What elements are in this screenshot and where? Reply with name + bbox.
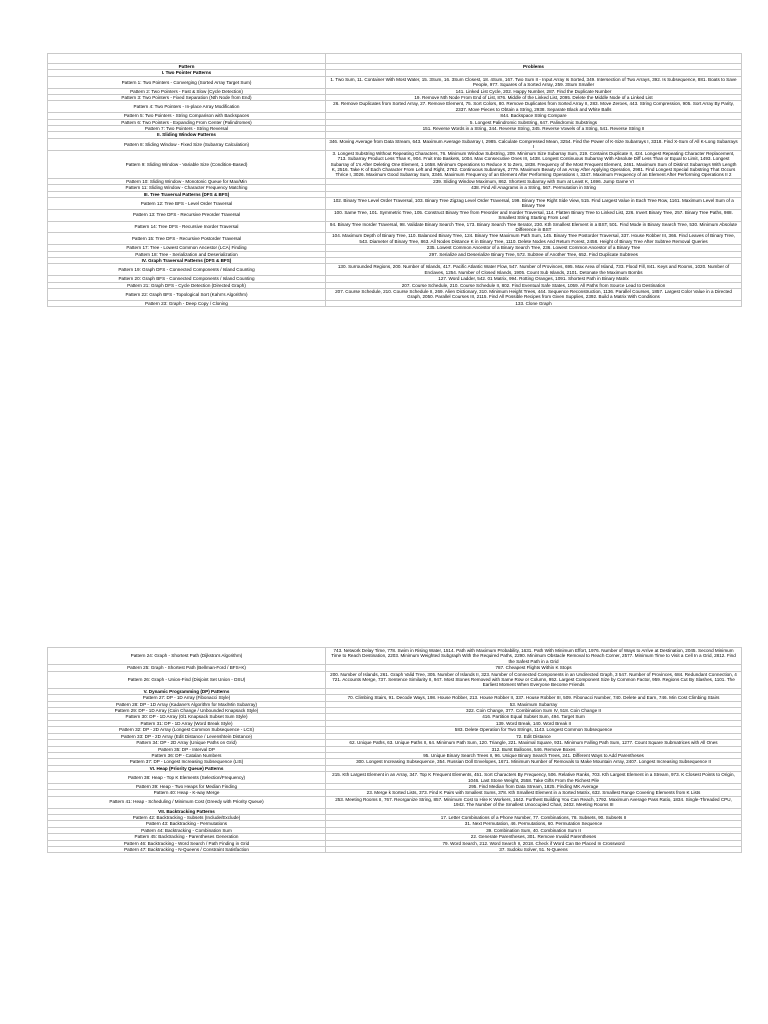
table-row bbox=[48, 648, 742, 665]
pattern-cell: Pattern 30: DP - 1D Array (0/1 Knapsack Subset Sum Style) bbox=[48, 714, 326, 720]
problems-cell: 130. Surrounded Regions, 200. Number of Islands, 417. Pacific Atlantic Water Flow, 547. Number of Provinces, 695. Max Area of Island, 733. Flood Fill, 841. Keys and Rooms, 1020. Number of Enclaves, 1254. Number of Closed Islands, 1905. Count Sub Islands, 2101. Detonate the Maximum Bombs bbox=[326, 264, 742, 276]
pattern-cell: Pattern 25: Graph - Shortest Path (Bellman-Ford / BFS+K) bbox=[48, 665, 326, 671]
table-row bbox=[48, 138, 742, 150]
table-row bbox=[48, 847, 742, 853]
section-title: III. Tree Traversal Patterns (DFS & BFS) bbox=[48, 191, 326, 197]
problems-cell: 94. Binary Tree Inorder Traversal, 98. Validate Binary Search Tree, 173. Binary Search Tree Iterator, 230. Kth Smallest Element in a BST, 501. Find Mode in Binary Search Tree, 530. Minimum Absolute Difference in BST bbox=[326, 221, 742, 233]
patterns-table-page-2 bbox=[47, 647, 742, 853]
problems-cell: 26. Remove Duplicates from Sorted Array, 27. Remove Element, 75. Sort Colors, 80. Remove Duplicates from Sorted Array II, 283. Move Zeroes, 443. String Compression, 905. Sort Array By Parity, 2337. Move Pieces to Obtain a String, 2938. Separate Black and White Balls bbox=[326, 101, 742, 113]
table-row bbox=[48, 772, 742, 784]
problems-cell: 346. Moving Average from Data Stream, 643. Maximum Average Subarray I, 2985. Calculate Compressed Mean, 3254. Find the Power of K-Size Subarrays I, 3318. Find X-Sum of All K-Long Subarrays I bbox=[326, 138, 742, 150]
table-row bbox=[48, 759, 742, 765]
problems-cell: 72. Edit Distance bbox=[326, 733, 742, 739]
problems-cell: 39. Combination Sum, 40. Combination Sum II bbox=[326, 827, 742, 833]
pattern-cell: Pattern 28: DP - 1D Array (Kadane's Algorithm for Max/Min Subarray) bbox=[48, 701, 326, 707]
pattern-cell: Pattern 44: Backtracking - Combination Sum bbox=[48, 827, 326, 833]
pattern-cell: Pattern 37: DP - Longest Increasing Subsequence (LIS) bbox=[48, 759, 326, 765]
problems-cell: 583. Delete Operation for Two Strings, 1143. Longest Common Subsequence bbox=[326, 727, 742, 733]
pattern-cell: Pattern 5: Two Pointers - String Comparison with Backspaces bbox=[48, 113, 326, 119]
problems-cell: 200. Number of Islands, 261. Graph Valid Tree, 305. Number of Islands II, 323. Number of Connected Components in an Undirected Graph, 3 547. Number of Provinces, 684. Redundant Connection, 4 721. Accounts Merge, 737. Sentence Similarity II, 947. Most Stones Removed with Same Row or Column, 952. Largest Component Size by Common Factor, 959. Regions Cut By Slashes, 1101. The Earliest Moment When Everyone Become Friends bbox=[326, 671, 742, 688]
problems-cell: 295. Find Median from Data Stream, 1825. Finding MK Average bbox=[326, 783, 742, 789]
problems-cell: 787. Cheapest Flights Within K Stops bbox=[326, 665, 742, 671]
problems-cell: 37. Sudoku Solver, 51. N-Queens bbox=[326, 847, 742, 853]
pattern-cell: Pattern 35: DP - Interval DP bbox=[48, 746, 326, 752]
problems-cell: 253. Meeting Rooms II, 767. Reorganize String, 857. Minimum Cost to Hire K Workers, 1642. Furthest Building You Can Reach, 1792. Maximum Average Pass Ratio, 1834. Single-Threaded CPU, 1942. The Number of the Smallest Unoccupied Chair, 2402. Meeting Rooms III bbox=[326, 796, 742, 808]
patterns-table-body bbox=[48, 648, 742, 853]
pattern-cell: Pattern 38: Heap - Top K Elements (Selection/Frequency) bbox=[48, 772, 326, 784]
pattern-cell: Pattern 45: Backtracking - Parentheses Generation bbox=[48, 834, 326, 840]
problems-cell: 215. Kth Largest Element in an Array, 347. Top K Frequent Elements, 451. Sort Characters By Frequency, 506. Relative Ranks, 703. Kth Largest Element in a Stream, 973. K Closest Points to Origin, 1046. Last Stone Weight, 2558. Take Gifts From the Richest Pile bbox=[326, 772, 742, 784]
pattern-cell: Pattern 23: Graph - Deep Copy / Cloning bbox=[48, 300, 326, 306]
problems-cell: 102. Binary Tree Level Order Traversal, 103. Binary Tree Zigzag Level Order Traversal, 199. Binary Tree Right Side View, 515. Find Largest Value in Each Tree Row, 1161. Maximum Level Sum of a Binary Tree bbox=[326, 197, 742, 209]
pattern-cell: Pattern 18: Tree - Serialization and Deserialization bbox=[48, 251, 326, 257]
problems-cell: 844. Backspace String Compare bbox=[326, 113, 742, 119]
pattern-cell: Pattern 46: Backtracking - Word Search / Path Finding in Grid bbox=[48, 840, 326, 846]
pattern-cell: Pattern 22: Graph BFS - Topological Sort (Kahn's Algorithm) bbox=[48, 289, 326, 301]
pattern-cell: Pattern 8: Sliding Window - Fixed Size (Subarray Calculation) bbox=[48, 138, 326, 150]
problems-cell: 207. Course Schedule, 210. Course Schedule II, 802. Find Eventual Safe States, 1059. All Paths from Source Lead to Destination bbox=[326, 282, 742, 288]
section-title: IV. Graph Traversal Patterns (DFS & BFS) bbox=[48, 258, 326, 264]
problems-cell: 133. Clone Graph bbox=[326, 300, 742, 306]
problems-cell: 207. Course Schedule, 210. Course Schedule II, 269. Alien Dictionary, 310. Minimum Height Trees, 444. Sequence Reconstruction, 1136. Parallel Courses, 1857. Largest Color Value in a Directed Graph, 2050. Parallel Courses III, 2115. Find All Possible Recipes from Given Supplies, 2392. Build a Matrix With Conditions bbox=[326, 289, 742, 301]
problems-cell: 141. Linked List Cycle, 202. Happy Number, 287. Find the Duplicate Number bbox=[326, 88, 742, 94]
problems-cell: 104. Maximum Depth of Binary Tree, 110. Balanced Binary Tree, 124. Binary Tree Maximum Path Sum, 145. Binary Tree Postorder Traversal, 337. House Robber III, 366. Find Leaves of Binary Tree, 543. Diameter of Binary Tree, 863. All Nodes Distance K in Binary Tree, 1110. Delete Nodes And Return Forest, 2458. Height of Binary Tree After Subtree Removal Queries bbox=[326, 233, 742, 245]
pattern-cell: Pattern 26: Graph - Union-Find (Disjoint Set Union - DSU) bbox=[48, 671, 326, 688]
pattern-cell: Pattern 14: Tree DFS - Recursive Inorder Traversal bbox=[48, 221, 326, 233]
table-row bbox=[48, 101, 742, 113]
pattern-cell: Pattern 31: DP - 1D Array (Word Break Style) bbox=[48, 720, 326, 726]
problems-cell: 300. Longest Increasing Subsequence, 354. Russian Doll Envelopes, 1671. Minimum Number of Removals to Make Mountain Array, 2407. Longest Increasing Subsequence II bbox=[326, 759, 742, 765]
pattern-cell: Pattern 12: Tree BFS - Level Order Traversal bbox=[48, 197, 326, 209]
problems-cell: 62. Unique Paths, 63. Unique Paths II, 64. Minimum Path Sum, 120. Triangle, 221. Maximal Square, 931. Minimum Falling Path Sum, 1277. Count Square Submatrices with All Ones bbox=[326, 740, 742, 746]
table-row bbox=[48, 695, 742, 701]
blank-row bbox=[48, 54, 742, 64]
empty-cell bbox=[326, 54, 742, 64]
pattern-cell: Pattern 43: Backtracking - Permutations bbox=[48, 821, 326, 827]
pattern-cell: Pattern 7: Two Pointers - String Reversal bbox=[48, 126, 326, 132]
pattern-cell: Pattern 40: Heap - K-way Merge bbox=[48, 790, 326, 796]
problems-cell: 297. Serialize and Deserialize Binary Tree, 572. Subtree of Another Tree, 652. Find Duplicate Subtrees bbox=[326, 251, 742, 257]
problems-cell: 127. Word Ladder, 542. 01 Matrix, 994. Rotting Oranges, 1091. Shortest Path in Binary Matrix bbox=[326, 276, 742, 282]
section-title: VII. Backtracking Patterns bbox=[48, 808, 326, 814]
problems-cell: 139. Word Break, 140. Word Break II bbox=[326, 720, 742, 726]
pattern-cell: Pattern 15: Tree DFS - Recursive Postorder Traversal bbox=[48, 233, 326, 245]
section-title: I. Two Pointer Patterns bbox=[48, 70, 326, 76]
column-header-problems: Problems bbox=[326, 64, 742, 70]
problems-cell: 416. Partition Equal Subset Sum, 494. Target Sum bbox=[326, 714, 742, 720]
problems-cell: 17. Letter Combinations of a Phone Number, 77. Combinations, 78. Subsets, 90. Subsets II bbox=[326, 814, 742, 820]
problems-cell: 312. Burst Balloons, 546. Remove Boxes bbox=[326, 746, 742, 752]
pattern-cell: Pattern 9: Sliding Window - Variable Size (Condition-Based) bbox=[48, 150, 326, 178]
pattern-cell: Pattern 27: DP - 1D Array (Fibonacci Style) bbox=[48, 695, 326, 701]
pattern-cell: Pattern 33: DP - 2D Array (Edit Distance / Levenshtein Distance) bbox=[48, 733, 326, 739]
problems-cell: 151. Reverse Words in a String, 344. Reverse String, 345. Reverse Vowels of a String, 541. Reverse String II bbox=[326, 126, 742, 132]
problems-cell: 100. Same Tree, 101. Symmetric Tree, 105. Construct Binary Tree from Preorder and Inorder Traversal, 114. Flatten Binary Tree to Linked List, 226. Invert Binary Tree, 257. Binary Tree Paths, 988. Smallest String Starting From Leaf bbox=[326, 209, 742, 221]
pattern-cell: Pattern 4: Two Pointers - In-place Array Modification bbox=[48, 101, 326, 113]
table-row bbox=[48, 221, 742, 233]
problems-cell: 743. Network Delay Time, 778. Swim in Rising Water, 1514. Path with Maximum Probability, 1631. Path With Minimum Effort, 1976. Number of Ways to Arrive at Destination, 2045. Second Minimum Time to Reach Destination, 2203. Minimum Weighted Subgraph With the Required Paths, 2290. Minimum Obstacle Removal to Reach Corner, 2577. Minimum Time to Visit a Cell In a Grid, 2812. Find the Safest Path in a Grid bbox=[326, 648, 742, 665]
table-row bbox=[48, 150, 742, 178]
pattern-cell: Pattern 21: Graph DFS - Cycle Detection (Directed Graph) bbox=[48, 282, 326, 288]
table-row bbox=[48, 796, 742, 808]
pattern-cell: Pattern 2: Two Pointers - Fast & Slow (Cycle Detection) bbox=[48, 88, 326, 94]
pattern-cell: Pattern 17: Tree - Lowest Common Ancestor (LCA) Finding bbox=[48, 245, 326, 251]
table-row bbox=[48, 197, 742, 209]
empty-cell bbox=[48, 54, 326, 64]
section-title: VI. Heap (Priority Queue) Patterns bbox=[48, 765, 326, 771]
pattern-cell: Pattern 36: DP - Catalan Numbers bbox=[48, 752, 326, 758]
pattern-cell: Pattern 41: Heap - Scheduling / Minimum Cost (Greedy with Priority Queue) bbox=[48, 796, 326, 808]
table-row bbox=[48, 289, 742, 301]
pattern-cell: Pattern 24: Graph - Shortest Path (Dijkstra's Algorithm) bbox=[48, 648, 326, 665]
patterns-table-body bbox=[48, 54, 742, 307]
problems-cell: 31. Next Permutation, 46. Permutations, 60. Permutation Sequence bbox=[326, 821, 742, 827]
problems-cell: 1. Two Sum, 11. Container With Most Water, 15. 3Sum, 16. 3Sum Closest, 18. 4Sum, 167. Two Sum II - Input Array Is Sorted, 349. Intersection of Two Arrays, 392. Is Subsequence, 881. Boats to Save People, 977. Squares of a Sorted Array, 259. 3Sum Smaller bbox=[326, 76, 742, 88]
pattern-cell: Pattern 47: Backtracking - N-Queens / Constraint Satisfaction bbox=[48, 847, 326, 853]
problems-cell: 95. Unique Binary Search Trees II, 96. Unique Binary Search Trees, 241. Different Ways to Add Parentheses bbox=[326, 752, 742, 758]
pattern-cell: Pattern 42: Backtracking - Subsets (Include/Exclude) bbox=[48, 814, 326, 820]
patterns-table-page-1 bbox=[47, 53, 742, 307]
problems-cell: 70. Climbing Stairs, 91. Decode Ways, 198. House Robber, 213. House Robber II, 337. House Robber III, 509. Fibonacci Number, 740. Delete and Earn, 746. Min Cost Climbing Stairs bbox=[326, 695, 742, 701]
problems-cell: 3. Longest Substring Without Repeating Characters, 76. Minimum Window Substring, 209. Minimum Size Subarray Sum, 219. Contains Duplicate II, 424. Longest Repeating Character Replacement, 713. Subarray Product Less Than K, 904. Fruit Into Baskets, 1004. Max Consecutive Ones III, 1438. Longest Continuous Subarray With Absolute Diff Less Than or Equal to Limit, 1493. Longest Subarray of 1's After Deleting One Element, 1 1658. Minimum Operations to Reduce X to Zero, 1838. Frequency of the Most Frequent Element, 2461. Maximum Sum of Distinct Subarrays With Length K, 2516. Take K of Each Character From Left and Right, 2762. Continuous Subarrays, 2779. Maximum Beauty of an Array After Applying Operation, 2981. Find Longest Special Substring That Occurs Thrice I, 3026. Maximum Good Subarray Sum, 3346. Maximum Frequency of an Element After Performing Operations I, 3347. Maximum Frequency of an Element After Performing Operations II 2 bbox=[326, 150, 742, 178]
pattern-cell: Pattern 11: Sliding Window - Character Frequency Matching bbox=[48, 185, 326, 191]
pattern-cell: Pattern 39: Heap - Two Heaps for Median Finding bbox=[48, 783, 326, 789]
problems-cell: 235. Lowest Common Ancestor of a Binary Search Tree, 236. Lowest Common Ancestor of a Binary Tree bbox=[326, 245, 742, 251]
column-header-pattern: Pattern bbox=[48, 64, 326, 70]
table-row bbox=[48, 740, 742, 746]
problems-cell: 23. Merge k Sorted Lists, 373. Find K Pairs with Smallest Sums, 378. Kth Smallest Element in a Sorted Matrix, 632. Smallest Range Covering Elements from K Lists bbox=[326, 790, 742, 796]
pattern-cell: Pattern 10: Sliding Window - Monotonic Queue for Max/Min bbox=[48, 178, 326, 184]
problems-cell: 22. Generate Parentheses, 301. Remove Invalid Parentheses bbox=[326, 834, 742, 840]
pattern-cell: Pattern 32: DP - 2D Array (Longest Common Subsequence - LCS) bbox=[48, 727, 326, 733]
pattern-cell: Pattern 29: DP - 1D Array (Coin Change / Unbounded Knapsack Style) bbox=[48, 708, 326, 714]
problems-cell: 79. Word Search, 212. Word Search II, 2018. Check if Word Can Be Placed In Crossword bbox=[326, 840, 742, 846]
table-row bbox=[48, 671, 742, 688]
problems-cell: 5. Longest Palindromic Substring, 647. Palindromic Substrings bbox=[326, 119, 742, 125]
table-row bbox=[48, 233, 742, 245]
section-title: V. Dynamic Programming (DP) Patterns bbox=[48, 688, 326, 694]
table-row bbox=[48, 209, 742, 221]
pattern-cell: Pattern 34: DP - 2D Array (Unique Paths on Grid) bbox=[48, 740, 326, 746]
table-row bbox=[48, 300, 742, 306]
pattern-cell: Pattern 6: Two Pointers - Expanding From Center (Palindromes) bbox=[48, 119, 326, 125]
pattern-cell: Pattern 3: Two Pointers - Fixed Separation (Nth Node from End) bbox=[48, 95, 326, 101]
table-row bbox=[48, 264, 742, 276]
section-title: II. Sliding Window Patterns bbox=[48, 132, 326, 138]
pattern-cell: Pattern 13: Tree DFS - Recursive Preorder Traversal bbox=[48, 209, 326, 221]
table-row bbox=[48, 76, 742, 88]
pattern-cell: Pattern 19: Graph DFS - Connected Components / Island Counting bbox=[48, 264, 326, 276]
pattern-cell: Pattern 20: Graph BFS - Connected Components / Island Counting bbox=[48, 276, 326, 282]
problems-cell: 322. Coin Change, 377. Combination Sum IV, 518. Coin Change II bbox=[326, 708, 742, 714]
problems-cell: 19. Remove Nth Node From End of List, 876. Middle of the Linked List, 2095. Delete the Middle Node of a Linked List bbox=[326, 95, 742, 101]
problems-cell: 53. Maximum Subarray bbox=[326, 701, 742, 707]
pattern-cell: Pattern 1: Two Pointers - Converging (Sorted Array Target Sum) bbox=[48, 76, 326, 88]
problems-cell: 438. Find All Anagrams in a String, 567. Permutation in String bbox=[326, 185, 742, 191]
problems-cell: 239. Sliding Window Maximum, 862. Shortest Subarray with Sum at Least K, 1696. Jump Game VI bbox=[326, 178, 742, 184]
